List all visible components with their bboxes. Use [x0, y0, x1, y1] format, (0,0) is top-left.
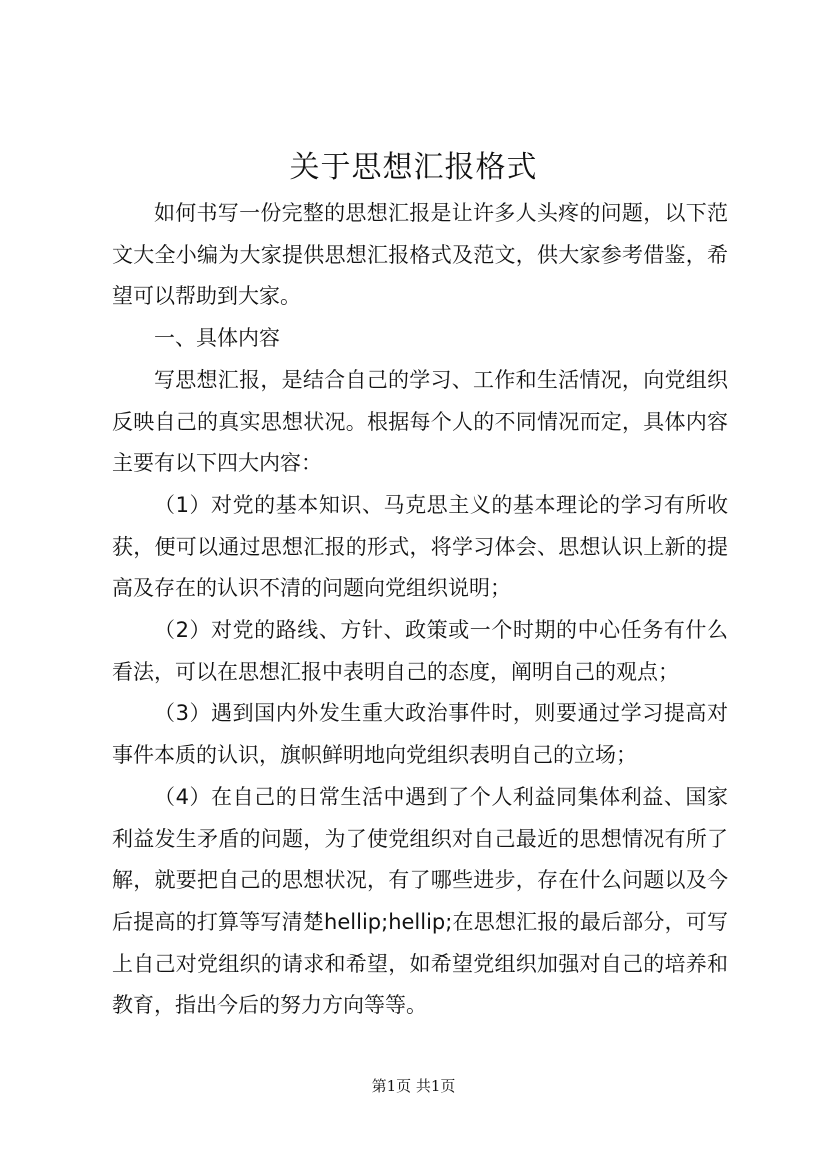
paragraph-item-2: （2）对党的路线、方针、政策或一个时期的中心任务有什么看法，可以在思想汇报中表明自己的态度，阐明自己的观点；: [112, 618, 728, 684]
paragraph-item-4: （4）在自己的日常生活中遇到了个人利益同集体利益、国家利益发生矛盾的问题，为了使党组织对自己最近的思想情况有所了解，就要把自己的思想状况，有了哪些进步，存在什么问题以及今后提高的打算等写清楚hellip;hellip;在思想汇报的最后部分，可写上自己对党组织的请求和希望，如希望党组织加强对自己的培养和教育，指出今后的努力方向等等。: [112, 784, 728, 1018]
page-footer: 第1页 共1页: [371, 1077, 456, 1095]
document-body: [112, 193, 728, 1027]
paragraph-item-1: （1）对党的基本知识、马克思主义的基本理论的学习有所收获，便可以通过思想汇报的形式，将学习体会、思想认识上新的提高及存在的认识不清的问题向党组织说明；: [112, 492, 728, 601]
paragraph-intro: 如何书写一份完整的思想汇报是让许多人头疼的问题，以下范文大全小编为大家提供思想汇报格式及范文，供大家参考借鉴，希望可以帮助到大家。: [112, 201, 728, 309]
paragraph-item-3: （3）遇到国内外发生重大政治事件时，则要通过学习提高对事件本质的认识，旗帜鲜明地向党组织表明自己的立场；: [112, 701, 728, 768]
paragraph-overview: 写思想汇报，是结合自己的学习、工作和生活情况，向党组织反映自己的真实思想状况。根据每个人的不同情况而定，具体内容主要有以下四大内容：: [112, 367, 728, 476]
document-title: 关于思想汇报格式: [289, 150, 538, 185]
section-heading-content: 一、具体内容: [154, 326, 280, 351]
